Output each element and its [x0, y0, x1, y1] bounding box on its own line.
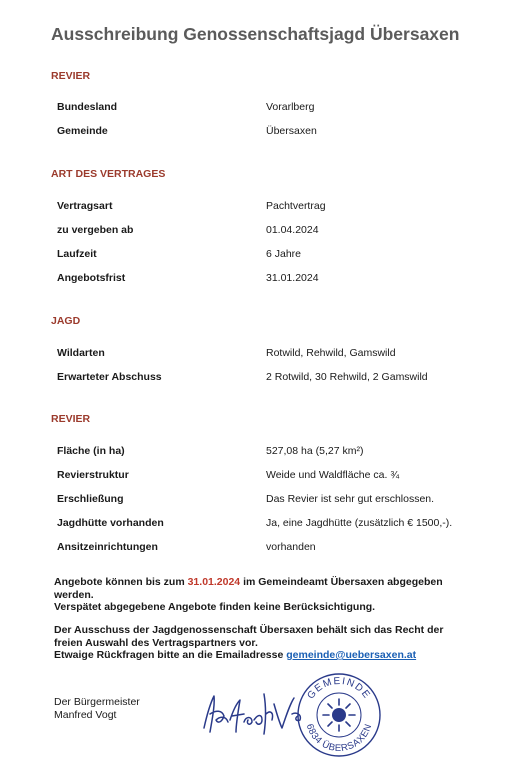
late-submission-notice: Verspätet abgegebene Angebote finden keine Berücksichtigung. [54, 601, 376, 613]
info-row-angebotsfrist [0, 272, 518, 288]
svg-text:GEMEINDE [305, 676, 372, 702]
info-label: Gemeinde [57, 125, 108, 137]
seal-bottom-text: 6834 ÜBERSAXEN [303, 722, 375, 755]
section-heading-revier-2: REVIER [51, 413, 91, 425]
mayor-role: Der Bürgermeister [54, 696, 140, 708]
info-value: Das Revier ist sehr gut erschlossen. [266, 493, 435, 505]
info-label: Wildarten [57, 347, 105, 359]
info-value: Ja, eine Jagdhütte (zusätzlich € 1500,-). [266, 517, 453, 529]
info-row-ansitzeinrichtungen [0, 541, 518, 557]
section-heading-art-des-vertrages: ART DES VERTRAGES [51, 168, 166, 180]
notice-text-after: im Gemeindeamt Übersaxen abgegeben werden. [54, 576, 443, 601]
info-value: vorhanden [266, 541, 316, 553]
info-label: Erwarteter Abschuss [57, 371, 162, 383]
info-row-flaeche [0, 445, 518, 461]
contact-text: Etwaige Rückfragen bitte an die Emailadresse [54, 649, 287, 661]
deadline-date: 31.01.2024 [187, 576, 241, 588]
info-value: 2 Rotwild, 30 Rehwild, 2 Gamswild [266, 371, 428, 383]
notice-text-before: Angebote können bis zum [54, 576, 188, 588]
deadline-notice [54, 576, 474, 614]
info-value: Weide und Waldfläche ca. ¾ [266, 469, 400, 481]
municipal-seal [296, 672, 382, 758]
handwritten-signature [200, 690, 310, 740]
info-value: Pachtvertrag [266, 200, 326, 212]
info-row-gemeinde [0, 125, 518, 141]
info-value: Übersaxen [266, 125, 317, 137]
info-value: 31.01.2024 [266, 272, 319, 284]
info-row-laufzeit [0, 248, 518, 264]
info-value: 6 Jahre [266, 248, 302, 260]
info-label: Fläche (in ha) [57, 445, 125, 457]
document-title: Ausschreibung Genossenschaftsjagd Übersaxen [51, 24, 460, 44]
info-label: zu vergeben ab [57, 224, 134, 236]
seal-top-text: GEMEINDE [305, 675, 373, 702]
info-row-bundesland [0, 101, 518, 117]
info-row-erschliessung [0, 493, 518, 509]
sun-emblem-icon [323, 699, 355, 731]
mayor-block [54, 696, 140, 721]
info-row-vertragsart [0, 200, 518, 216]
info-value: Vorarlberg [266, 101, 315, 113]
info-label: Laufzeit [57, 248, 97, 260]
info-label: Vertragsart [57, 200, 113, 212]
info-label: Revierstruktur [57, 469, 129, 481]
reservation-notice [54, 624, 474, 662]
info-value: 527,08 ha (5,27 km²) [266, 445, 364, 457]
reservation-text: Der Ausschuss der Jagdgenossenschaft Übersaxen behält sich das Recht der freien Auswahl des Vertragspartners vor. [54, 624, 444, 649]
info-row-wildarten [0, 347, 518, 363]
info-label: Angebotsfrist [57, 272, 126, 284]
info-row-erwarteter-abschuss [0, 371, 518, 387]
info-row-zu-vergeben-ab [0, 224, 518, 240]
info-label: Bundesland [57, 101, 118, 113]
info-value: 01.04.2024 [266, 224, 319, 236]
contact-email-link[interactable]: gemeinde@uebersaxen.at [286, 649, 417, 661]
section-heading-jagd: JAGD [51, 315, 81, 327]
info-row-revierstruktur [0, 469, 518, 485]
mayor-name: Manfred Vogt [54, 708, 117, 721]
info-label: Jagdhütte vorhanden [57, 517, 164, 529]
info-value: Rotwild, Rehwild, Gamswild [266, 347, 396, 359]
info-row-jagdhuette [0, 517, 518, 533]
info-label: Ansitzeinrichtungen [57, 541, 158, 553]
section-heading-revier: REVIER [51, 70, 91, 82]
info-label: Erschließung [57, 493, 124, 505]
